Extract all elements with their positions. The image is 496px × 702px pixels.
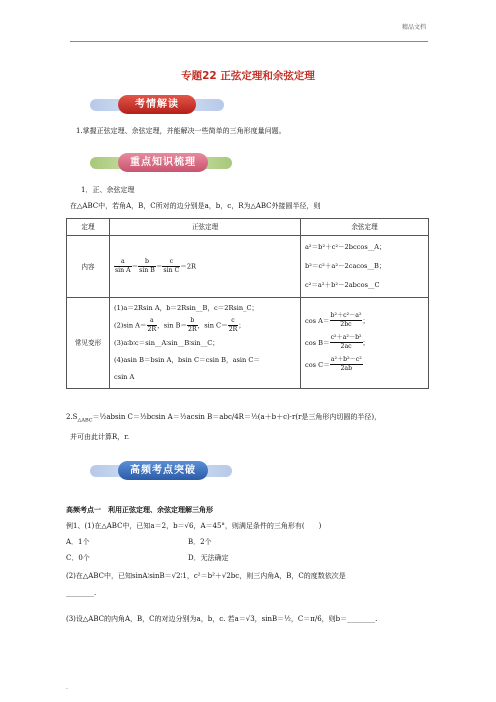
option-d: D．无法确定 <box>188 554 229 562</box>
banner-key-knowledge <box>90 153 232 172</box>
variant-line: csin A <box>114 372 135 381</box>
banner-label: 高频考点突破 <box>118 461 208 480</box>
cosine-formula: a²＝b²＋c²－2bccos__A； <box>305 243 386 251</box>
variant-line: (4)asin B＝bsin A，bsin C＝csin B，asin C＝ <box>114 355 261 364</box>
cosine-formula: c²＝a²＋b²－2abcos__C <box>305 281 380 289</box>
option-c: C．0个 <box>66 554 90 562</box>
fraction: $\frac{c}{\text{sin C}}$ <box>163 258 180 274</box>
table-header-cell: 正弦定理 <box>110 219 301 236</box>
banner-label: 重点知识梳理 <box>118 153 208 172</box>
section1-desc: 在△ABC中，若角A，B，C所对的边分别是a，b，c，R为△ABC外接圆半径，则 <box>70 202 321 210</box>
table-header-cell: 余弦定理 <box>301 219 429 236</box>
variant-line: (1)a＝2Rsin A，b＝2Rsin__B，c＝2Rsin_C； <box>114 304 259 312</box>
fraction: $\frac{b}{\text{sin B}}$ <box>139 258 155 274</box>
variant-line: (2)sin A＝ $\frac{a}{2R}$ ，sin B＝ $\frac{b}{2R}$ ，sin C＝ $\frac{c}{2R}$ ； <box>114 317 245 333</box>
option-b: B．2个 <box>188 538 212 546</box>
sine-law-cell: $\frac{a}{\text{sin A}}$ ＝ $\frac{b}{\text{sin B}}$ ＝ $\frac{c}{\text{sin C}}$ ＝2R <box>110 236 301 298</box>
row-label: 常见变形 <box>67 298 110 389</box>
fraction: $\frac{a}{\text{sin A}}$ <box>115 258 131 274</box>
area-formula-note: 并可由此计算R，r. <box>70 433 130 441</box>
banner-frequent-points <box>90 461 232 480</box>
header-rule <box>70 41 428 42</box>
variant-line: cos C＝ $\frac{\text{a²＋b²－c²}}{2ab}$ <box>305 356 362 373</box>
kp1-heading: 高频考点一 利用正弦定理、余弦定理解三角形 <box>66 505 213 514</box>
question2-blank: ________. <box>66 589 97 597</box>
intro-text: 1.掌握正弦定理、余弦定理，并能解决一些简单的三角形度量问题。 <box>76 127 286 135</box>
cosine-variants-cell <box>301 298 429 389</box>
variant-line: cos A＝ $\frac{\text{b²＋c²－a²}}{2bc}$ ； <box>305 312 370 329</box>
section1-heading: 1．正、余弦定理 <box>81 186 135 194</box>
question3: (3)设△ABC的内角A，B，C的对边分别为a，b，c. 若a＝√3，sinB＝½，C＝π/6，则b＝________. <box>66 615 378 623</box>
option-a: A．1个 <box>66 538 90 546</box>
banner-label: 考情解读 <box>118 95 196 114</box>
table-row-content <box>67 236 429 298</box>
banner-exam-analysis <box>90 95 224 114</box>
page-title: 专题22 正弦定理和余弦定理 <box>181 70 315 82</box>
table-header-cell: 定理 <box>67 219 110 236</box>
footer-mark: . <box>66 684 68 691</box>
sine-variants-cell <box>110 298 301 389</box>
table-header-row <box>67 219 429 236</box>
cosine-formula: b²＝c²＋a²－2cacos__B； <box>305 262 386 270</box>
theorem-table <box>66 218 429 389</box>
variant-line: (3)a∶b∶c＝sin__A∶sin__B∶sin__C； <box>114 338 219 347</box>
header-tag: 精品文档 <box>401 24 426 31</box>
row-label: 内容 <box>67 236 110 298</box>
table-row-variants <box>67 298 429 389</box>
area-formula: $2.S_{\triangle ABC}=\frac{1}{2}absin$ C＝½bcsin A＝½acsin B＝abc/4R＝½(a＋b＋c)·r(r是三角形内切圆的半径)， <box>66 413 382 424</box>
question2: (2)在△ABC中，已知sinA∶sinB＝√2∶1，c²＝b²＋√2bc，则三内角A，B，C的度数依次是 <box>66 572 346 580</box>
example1: 例1、(1)在△ABC中，已知a＝2，b＝√6，A＝45°，则满足条件的三角形有( ) <box>66 522 322 530</box>
cosine-law-cell <box>301 236 429 298</box>
variant-line: cos B＝ $\frac{\text{c²＋a²－b²}}{2ac}$ ； <box>305 334 370 351</box>
